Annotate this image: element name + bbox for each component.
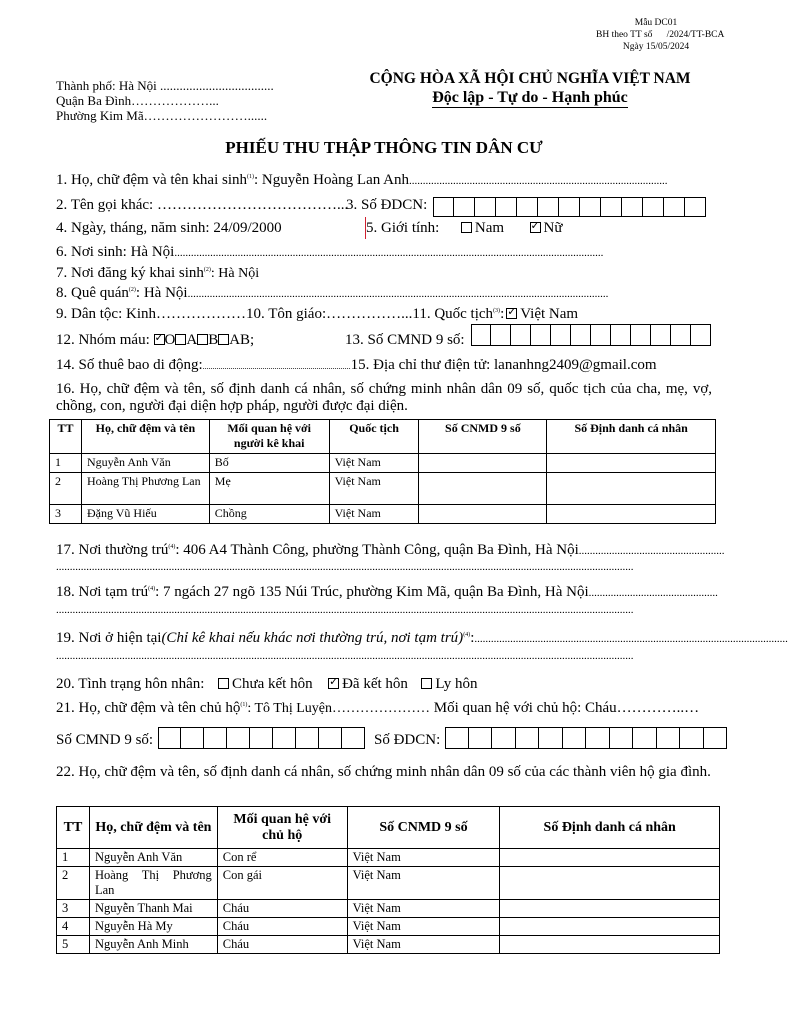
- field-17-value[interactable]: : 406 A4 Thành Công, phường Thành Công, quận Ba Đình, Hà Nội: [175, 542, 579, 558]
- t2-cell[interactable]: Nguyễn Anh Văn: [89, 849, 217, 867]
- location-ward: Phường Kim Mã: [56, 108, 144, 123]
- field-8: 8. Quê quán$^{(2)}$: Hà Nội.........................................................................................................................................................: [56, 285, 609, 301]
- field-7-sup: (2): [203, 267, 211, 273]
- t1-header-name: Họ, chữ đệm và tên: [81, 420, 209, 454]
- t2-header-cmnd: Số CNMD 9 số: [347, 807, 500, 849]
- t2-cell[interactable]: Con gái: [217, 867, 347, 900]
- t1-cell: 1: [50, 454, 82, 473]
- t2-cell: 2: [57, 867, 90, 900]
- table-row: [50, 454, 716, 473]
- motto: Độc lập - Tự do - Hạnh phúc: [432, 89, 628, 106]
- t2-cell[interactable]: [500, 867, 720, 900]
- blood-b-label: B: [208, 332, 219, 348]
- field-14-label[interactable]: 14. Số thuê bao di động:: [56, 357, 203, 373]
- field-17-label: 17. Nơi thường trú: [56, 542, 169, 558]
- field-21-relation[interactable]: Mối quan hệ với chủ hộ: Cháu…………..…: [433, 700, 700, 716]
- t2-cell[interactable]: Việt Nam: [347, 918, 500, 936]
- field-13-label: 13. Số CMND 9 số:: [345, 332, 465, 348]
- t2-header-id: Số Định danh cá nhân: [500, 807, 720, 849]
- marital-single-label: Chưa kết hôn: [231, 676, 313, 692]
- t1-cell[interactable]: [419, 505, 547, 524]
- t2-cell[interactable]: [500, 900, 720, 918]
- page-title: PHIẾU THU THẬP THÔNG TIN DÂN CƯ: [225, 138, 543, 157]
- field-21-cmnd-boxes[interactable]: [158, 727, 365, 749]
- t2-cell[interactable]: [500, 918, 720, 936]
- field-21-label: 21. Họ, chữ đệm và tên chủ hộ: [56, 700, 241, 716]
- t2-cell: 3: [57, 900, 90, 918]
- t1-cell[interactable]: [547, 473, 716, 505]
- blood-o-label: O: [164, 332, 176, 348]
- field-1-value[interactable]: : Nguyễn Hoàng Lan Anh: [254, 172, 409, 188]
- t1-cell[interactable]: Mẹ: [209, 473, 329, 505]
- form-code: [596, 17, 725, 53]
- blood-ab-checkbox[interactable]: [218, 334, 229, 345]
- t2-cell: 5: [57, 936, 90, 954]
- t2-cell[interactable]: Cháu: [217, 918, 347, 936]
- t1-header-relation: Mối quan hệ với người kê khai: [209, 420, 329, 454]
- relatives-table: [49, 419, 716, 524]
- t2-cell[interactable]: Nguyễn Hà My: [89, 918, 217, 936]
- field-8-value[interactable]: : Hà Nội: [135, 285, 188, 301]
- blood-ab-label: AB;: [229, 332, 255, 348]
- marital-married-checkbox[interactable]: [328, 678, 339, 689]
- field-7: [56, 265, 259, 282]
- field-3: [346, 197, 427, 214]
- field-13: [345, 332, 465, 349]
- table-row: [50, 505, 716, 524]
- t2-header-name: Họ, chữ đệm và tên: [89, 807, 217, 849]
- t1-cell[interactable]: Việt Nam: [329, 454, 419, 473]
- field-21-cmnd-label: Số CMND 9 số:: [56, 732, 154, 748]
- location-city: Thành phố: Hà Nội: [56, 78, 157, 93]
- table-row: [57, 918, 720, 936]
- location-block: Thành phố: Hà Nội ................................... Quận Ba Đình………………... Phường Kim Mã……………………......: [56, 78, 274, 123]
- field-7-value[interactable]: : Hà Nội: [210, 266, 260, 281]
- field-21-value[interactable]: : Tô Thị Luyện…………………: [247, 701, 430, 716]
- field-18-label: 18. Nơi tạm trú: [56, 584, 149, 600]
- t2-cell[interactable]: Cháu: [217, 936, 347, 954]
- field-21-ddcn-boxes[interactable]: [445, 727, 727, 749]
- t2-cell[interactable]: Con rể: [217, 849, 347, 867]
- table-row: [50, 473, 716, 505]
- form-code-line3: Ngày 15/05/2024: [622, 42, 690, 52]
- form-code-line1: Mẫu DC01: [634, 18, 678, 28]
- field-5-label: 5. Giới tính:: [366, 220, 440, 236]
- t1-cell: 2: [50, 473, 82, 505]
- gender-female-label: Nữ: [543, 220, 563, 236]
- field-9-label[interactable]: 9. Dân tộc: Kinh………………: [56, 306, 246, 322]
- nationality-checkbox[interactable]: [506, 308, 517, 319]
- field-21-ddcn-label: Số ĐDCN:: [374, 732, 441, 748]
- field-12-label: 12. Nhóm máu:: [56, 332, 150, 348]
- field-12: [56, 332, 254, 349]
- t1-cell[interactable]: Việt Nam: [329, 505, 419, 524]
- table-row: [57, 936, 720, 954]
- field-11-value: Việt Nam: [520, 306, 579, 322]
- field-19-label: 19. Nơi ở hiện tại: [56, 630, 162, 646]
- blood-a-checkbox[interactable]: [175, 334, 186, 345]
- field-2: [56, 197, 348, 214]
- country-name: CỘNG HÒA XÃ HỘI CHỦ NGHĨA VIỆT NAM: [369, 70, 691, 87]
- field-8-sup: (2): [128, 287, 136, 293]
- field-4-label[interactable]: 4. Ngày, tháng, năm sinh: 24/09/2000: [56, 220, 282, 236]
- t1-cell[interactable]: Chồng: [209, 505, 329, 524]
- field-6: 6. Nơi sinh: Hà Nội............................................................................................................................................................: [56, 244, 604, 260]
- field-17-continuation[interactable]: ..................................................................................................................................................................................................................: [56, 561, 634, 573]
- t2-cell[interactable]: Việt Nam: [347, 900, 500, 918]
- field-1: 1. Họ, chữ đệm và tên khai $\sinh^{(1)}$: Nguyễn Hoàng Lan Anh..............................................................................................: [56, 172, 668, 188]
- t2-cell[interactable]: Cháu: [217, 900, 347, 918]
- blood-b-checkbox[interactable]: [197, 334, 208, 345]
- t2-cell[interactable]: Hoàng Thị Phương Lan: [89, 867, 217, 900]
- field-11-sup: (3): [493, 308, 501, 314]
- t2-cell[interactable]: Nguyễn Anh Minh: [89, 936, 217, 954]
- t1-cell[interactable]: Bố: [209, 454, 329, 473]
- field-5: [366, 220, 563, 237]
- field-13-boxes[interactable]: [471, 324, 711, 346]
- field-19-note: (Chỉ kê khai nếu khác nơi thường trú, nơi tạm trú): [161, 630, 464, 646]
- field-18-sup: (4): [148, 586, 156, 592]
- field-17: 17. Nơi thường trú$^{(4)}$: 406 A4 Thành Công, phường Thành Công, quận Ba Đình, Hà Nội.....................................................: [56, 542, 725, 558]
- form-code-line2: BH theo TT số /2024/TT-BCA: [596, 30, 725, 40]
- field-4: [56, 220, 282, 237]
- marital-married-label: Đã kết hôn: [342, 676, 408, 692]
- field-2-label[interactable]: 2. Tên gọi khác: ………………………………...: [56, 197, 349, 213]
- gender-male-label: Nam: [474, 220, 505, 236]
- t1-header-tt: TT: [50, 420, 82, 454]
- table-row: [57, 900, 720, 918]
- t2-cell[interactable]: [500, 849, 720, 867]
- field-9: 9. Dân tộc: Kinh………………10. Tôn giáo:……………...11. Quốc tịch$^{(3)}$:✓ Việt Nam: [56, 306, 578, 323]
- field-15-label[interactable]: 15. Địa chỉ thư điện tử: lananhng2409@gmail.com: [350, 357, 657, 373]
- field-14: 14. Số thuê bao di động:..........................................................................15. Địa chỉ thư điện tử: lananhng2409@gmail.com: [56, 357, 657, 373]
- field-1-sup: (1): [247, 174, 255, 180]
- location-district: Quận Ba Đình: [56, 93, 132, 108]
- field-21-cmnd: [56, 732, 153, 749]
- t1-cell[interactable]: Việt Nam: [329, 473, 419, 505]
- t2-cell[interactable]: Việt Nam: [347, 867, 500, 900]
- t1-header-nationality: Quốc tịch: [329, 420, 419, 454]
- field-6-label[interactable]: 6. Nơi sinh: Hà Nội: [56, 244, 175, 260]
- field-19-continuation[interactable]: ..................................................................................................................................................................................................................: [56, 650, 634, 662]
- t1-cell[interactable]: [419, 454, 547, 473]
- t1-header-cmnd: Số CNMD 9 số: [419, 420, 547, 454]
- field-8-label: 8. Quê quán: [56, 285, 129, 301]
- t1-cell[interactable]: Nguyễn Anh Văn: [81, 454, 209, 473]
- t2-cell: 1: [57, 849, 90, 867]
- t1-cell[interactable]: [419, 473, 547, 505]
- field-11-label: 11. Quốc tịch: [412, 306, 494, 322]
- national-header: [345, 70, 715, 108]
- field-1-label: 1. Họ, chữ đệm và tên khai sinh: [56, 172, 248, 188]
- t2-cell[interactable]: Nguyễn Thanh Mai: [89, 900, 217, 918]
- household-table: [56, 806, 720, 954]
- table-row: [57, 849, 720, 867]
- t1-header-id: Số Định danh cá nhân: [547, 420, 716, 454]
- t1-cell[interactable]: Đặng Vũ Hiếu: [81, 505, 209, 524]
- t1-cell[interactable]: Hoàng Thị Phương Lan: [81, 473, 209, 505]
- field-10-label[interactable]: 10. Tôn giáo:……………...: [245, 306, 413, 322]
- blood-a-label: A: [186, 332, 198, 348]
- field-19: 19. Nơi ở hiện tại(Chỉ kê khai nếu khác nơi thường trú, nơi tạm trú)$^{(4)}$:..................................................................................................................: [56, 630, 788, 646]
- field-3-boxes[interactable]: [433, 197, 706, 217]
- field-20-label: 20. Tình trạng hôn nhân:: [56, 676, 205, 692]
- t2-cell[interactable]: [500, 936, 720, 954]
- t2-header-tt: TT: [57, 807, 90, 849]
- t2-header-relation: Mối quan hệ với chủ hộ: [217, 807, 347, 849]
- field-21-sup: (1): [240, 702, 248, 708]
- t2-cell: 4: [57, 918, 90, 936]
- gender-male-checkbox[interactable]: [461, 222, 472, 233]
- field-7-label: 7. Nơi đăng ký khai sinh: [56, 265, 204, 281]
- field-22: 22. Họ, chữ đệm và tên, số định danh cá nhân, số chứng minh nhân dân 09 số của các thành viên hộ gia đình.: [56, 764, 711, 780]
- t1-cell: 3: [50, 505, 82, 524]
- t2-cell[interactable]: Việt Nam: [347, 936, 500, 954]
- household-table-header: [57, 807, 720, 849]
- t1-cell[interactable]: [547, 505, 716, 524]
- field-17-sup: (4): [168, 544, 176, 550]
- field-21: [56, 700, 699, 717]
- marital-single-checkbox[interactable]: [218, 678, 229, 689]
- field-18-continuation[interactable]: ..................................................................................................................................................................................................................: [56, 604, 634, 616]
- marital-divorced-checkbox[interactable]: [421, 678, 432, 689]
- field-18-value[interactable]: : 7 ngách 27 ngõ 135 Núi Trúc, phường Kim Mã, quận Ba Đình, Hà Nội: [155, 584, 589, 600]
- t2-cell[interactable]: Việt Nam: [347, 849, 500, 867]
- marital-divorced-label: Ly hôn: [435, 676, 478, 692]
- field-3-label: 3. Số ĐDCN:: [346, 197, 428, 213]
- blood-o-checkbox[interactable]: [154, 334, 165, 345]
- table-row: [57, 867, 720, 900]
- field-18: 18. Nơi tạm trú$^{(4)}$: 7 ngách 27 ngõ 135 Núi Trúc, phường Kim Mã, quận Ba Đình, Hà Nội...............................................: [56, 584, 718, 600]
- gender-female-checkbox[interactable]: [530, 222, 541, 233]
- field-20: [56, 676, 478, 693]
- t1-cell[interactable]: [547, 454, 716, 473]
- field-16: 16. Họ, chữ đệm và tên, số định danh cá nhân, số chứng minh nhân dân 09 số, quốc tịch của cha, mẹ, vợ, chồng, con, người đại diện hợp pháp, người được đại diện.: [56, 381, 712, 414]
- relatives-table-header: [50, 420, 716, 454]
- field-21-ddcn: [374, 732, 440, 749]
- field-19-sup: (4): [463, 632, 471, 638]
